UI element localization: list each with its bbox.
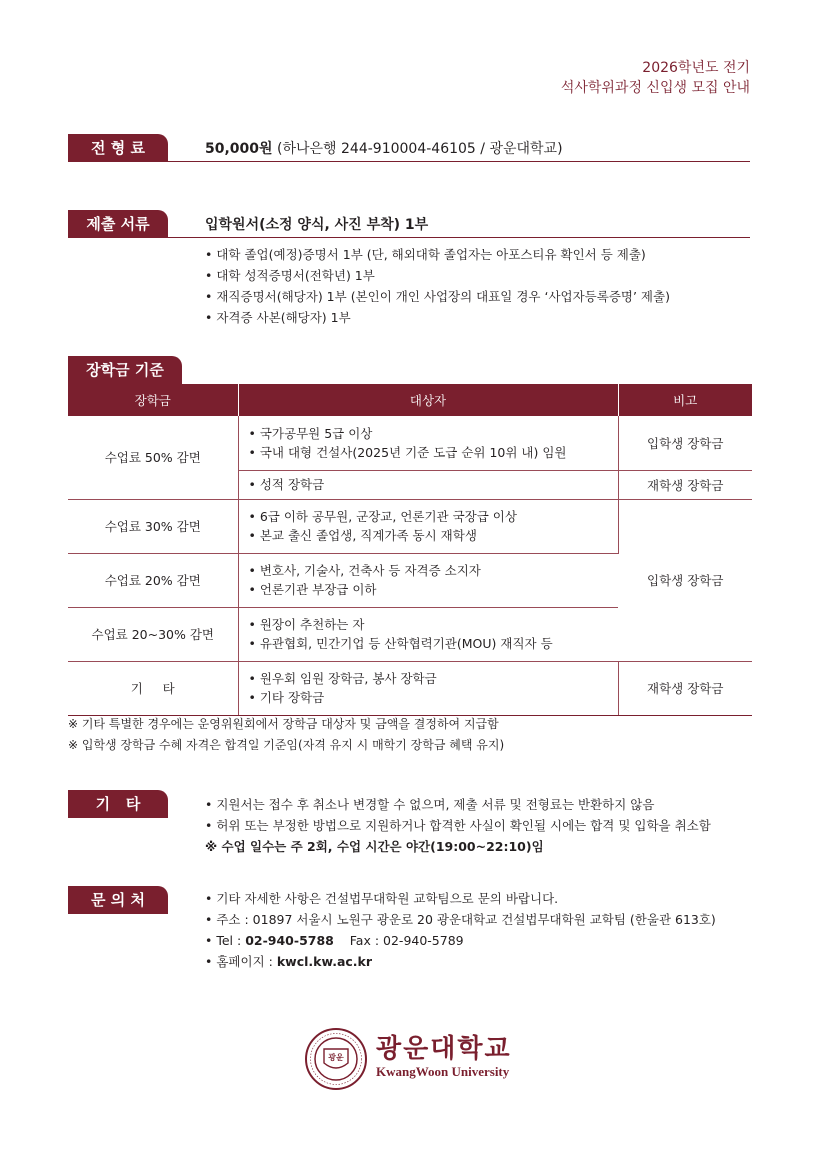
table-row <box>68 661 752 715</box>
etc-item: • 허위 또는 부정한 방법으로 지원하거나 합격한 사실이 확인될 시에는 합격 및 입학을 취소함 <box>205 815 711 836</box>
logo-korean: 광운대학교 <box>376 1034 512 1064</box>
etc-item: • 지원서는 접수 후 취소나 변경할 수 없으며, 제출 서류 및 전형료는 반환하지 않음 <box>205 794 711 815</box>
fee-detail: (하나은행 244-910004-46105 / 광운대학교) <box>277 141 563 157</box>
table-row <box>68 416 752 470</box>
university-seal-icon <box>304 1027 368 1091</box>
header-title: 석사학위과정 신입생 모집 안내 <box>560 80 750 96</box>
contact-address: • 주소 : 01897 서울시 노원구 광운로 20 광운대학교 건설법무대학원 교학팀 (한울관 613호) <box>205 909 716 930</box>
fax-number: Fax : 02-940-5789 <box>349 933 464 948</box>
tel-label: Tel : <box>216 933 246 948</box>
scholarship-note: 재학생 장학금 <box>618 470 752 499</box>
target-item: • 성적 장학금 <box>249 475 608 494</box>
scholarship-type: 수업료 20% 감면 <box>68 553 238 607</box>
documents-divider <box>168 237 750 238</box>
column-header: 장학금 <box>68 384 238 416</box>
table-header-row <box>68 384 752 416</box>
tel-number: 02-940-5788 <box>245 933 334 948</box>
target-item: • 변호사, 기술사, 건축사 등 자격증 소지자 <box>249 561 609 580</box>
note-line: ※ 입학생 장학금 수혜 자격은 합격일 기준임(자격 유지 시 매학기 장학금 혜택 유지) <box>68 738 505 752</box>
table-row <box>68 499 752 553</box>
scholarship-type: 수업료 20~30% 감면 <box>68 607 238 661</box>
target-item: • 국내 대형 건설사(2025년 기준 도급 순위 10위 내) 임원 <box>249 443 608 462</box>
column-header: 비고 <box>618 384 752 416</box>
note-line: ※ 기타 특별한 경우에는 운영위원회에서 장학금 대상자 및 금액을 결정하여 지급함 <box>68 717 499 731</box>
scholarship-notes <box>68 714 504 756</box>
target-item: • 언론기관 부장급 이하 <box>249 580 609 599</box>
documents-item: • 자격증 사본(해당자) 1부 <box>205 307 670 328</box>
homepage-label: 홈페이지 : <box>216 954 277 969</box>
scholarship-targets <box>238 499 618 553</box>
contact-phone <box>205 930 716 951</box>
target-item: • 국가공무원 5급 이상 <box>249 424 608 443</box>
contact-info: • 기타 자세한 사항은 건설법무대학원 교학팀으로 문의 바랍니다. <box>205 888 716 909</box>
target-item: • 원장이 추천하는 자 <box>249 615 609 634</box>
scholarship-note: 입학생 장학금 <box>618 499 752 661</box>
seal-text: 광운 <box>328 1053 344 1062</box>
documents-title: 입학원서(소정 양식, 사진 부착) 1부 <box>205 217 429 233</box>
class-schedule-notice: ※ 수업 일수는 주 2회, 수업 시간은 야간(19:00~22:10)임 <box>205 839 544 854</box>
column-header: 대상자 <box>238 384 618 416</box>
scholarship-note: 재학생 장학금 <box>618 661 752 715</box>
contact-list <box>205 888 716 972</box>
contact-homepage <box>205 951 716 972</box>
scholarship-type: 기 타 <box>68 661 238 715</box>
scholarship-targets <box>238 470 618 499</box>
etc-tag: 기 타 <box>68 790 168 818</box>
scholarship-targets <box>238 661 618 715</box>
target-item: • 유관협회, 민간기업 등 산학협력기관(MOU) 재직자 등 <box>249 634 609 653</box>
logo-english: KwangWoon University <box>376 1064 510 1079</box>
target-item: • 본교 출신 졸업생, 직계가족 동시 재학생 <box>249 526 608 545</box>
documents-list <box>205 244 670 328</box>
contact-tag: 문 의 처 <box>68 886 168 914</box>
target-item: • 6급 이하 공무원, 군장교, 언론기관 국장급 이상 <box>249 507 608 526</box>
fee-tag: 전 형 료 <box>68 134 168 162</box>
fee-divider <box>168 161 750 162</box>
scholarship-tag: 장학금 기준 <box>68 356 182 384</box>
header-year: 2026학년도 전기 <box>642 60 750 76</box>
fee-text <box>205 138 563 158</box>
documents-item: • 대학 성적증명서(전학년) 1부 <box>205 265 670 286</box>
document-header <box>561 58 750 98</box>
scholarship-note: 입학생 장학금 <box>618 416 752 470</box>
scholarship-targets <box>238 553 618 607</box>
documents-item: • 재직증명서(해당자) 1부 (본인이 개인 사업장의 대표일 경우 ‘사업자등록증명’ 제출) <box>205 286 670 307</box>
scholarship-table <box>68 384 752 716</box>
scholarship-type: 수업료 30% 감면 <box>68 499 238 553</box>
homepage-link[interactable]: kwcl.kw.ac.kr <box>276 954 373 969</box>
etc-list <box>205 794 711 836</box>
target-item: • 기타 장학금 <box>249 688 608 707</box>
fee-amount: 50,000원 <box>205 141 273 157</box>
target-item: • 원우회 임원 장학금, 봉사 장학금 <box>249 669 608 688</box>
documents-item: • 대학 졸업(예정)증명서 1부 (단, 해외대학 졸업자는 아포스티유 확인서 등 제출) <box>205 244 670 265</box>
documents-tag: 제출 서류 <box>68 210 168 238</box>
university-logo <box>376 1034 512 1080</box>
scholarship-type: 수업료 50% 감면 <box>68 416 238 499</box>
scholarship-targets <box>238 607 618 661</box>
scholarship-targets <box>238 416 618 470</box>
